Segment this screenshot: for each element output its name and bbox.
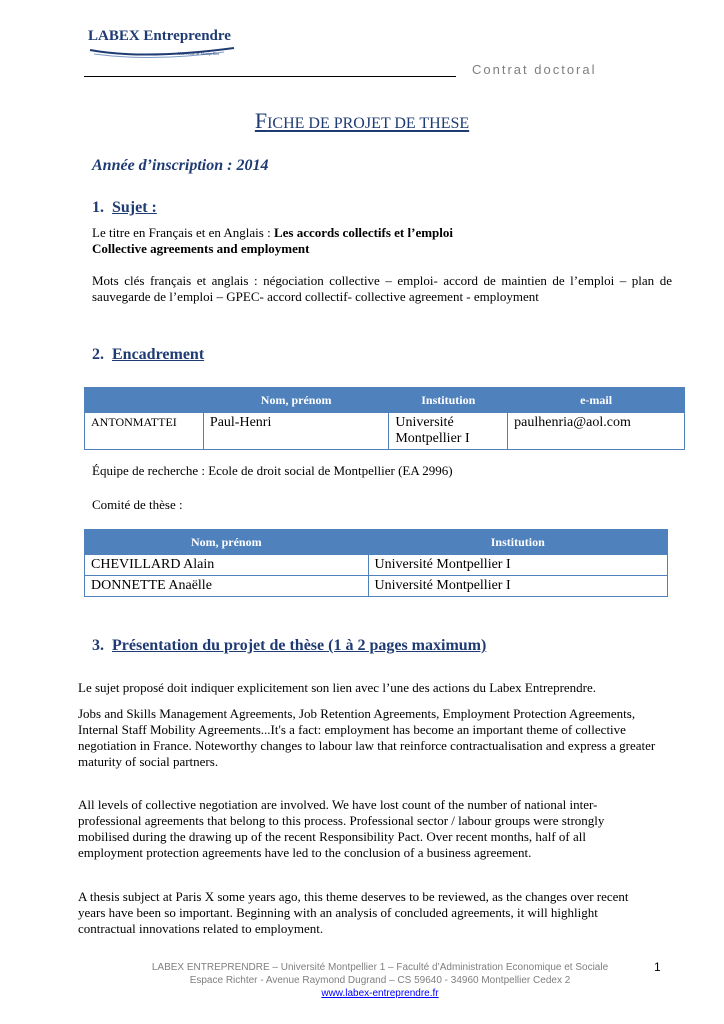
table-header-cell [85, 388, 204, 413]
section-3-number: 3. [92, 637, 104, 654]
table-header-cell: Institution [389, 388, 508, 413]
table-cell: paulhenria@aol.com [508, 413, 685, 450]
header-rule [84, 76, 456, 77]
page-number: 1 [654, 960, 661, 974]
table-cell: Paul-Henri [203, 413, 388, 450]
table-cell: Université Montpellier I [368, 576, 667, 597]
title-fr: Les accords collectifs et l’emploi [273, 225, 454, 240]
committee-table [84, 529, 668, 597]
table-header-row [85, 530, 668, 555]
logo-title: LABEX Entreprendre [88, 28, 231, 44]
table-cell: CHEVILLARD Alain [85, 555, 369, 576]
paragraph-intro: Le sujet proposé doit indiquer explicitement son lien avec l’une des actions du Labex Entreprendre. [78, 680, 597, 695]
table-row [85, 413, 685, 450]
footer [0, 961, 724, 1000]
section-2-title: Encadrement [112, 346, 205, 363]
section-3-heading [92, 637, 486, 655]
footer-link[interactable]: www.labex-entreprendre.fr [321, 988, 439, 999]
committee-label: Comité de thèse : [92, 497, 183, 512]
paragraph-1: Jobs and Skills Management Agreements, Job Retention Agreements, Employment Protection Agreements, Internal Staff Mobility Agreements...It's a fact: employment has become an important theme of collective negotiation in France. Noteworthy changes to labour law that reinforce contractualisation and express a greater maturity of social partners. [78, 706, 656, 769]
title-first-letter: F [254, 108, 268, 133]
table-cell: DONNETTE Anaëlle [85, 576, 369, 597]
title-en: Collective agreements and employment [92, 241, 310, 256]
header-label: Contrat doctoral [472, 62, 597, 77]
title-rest: ICHE DE PROJET DE THESE [267, 115, 470, 132]
table-header-cell: e-mail [508, 388, 685, 413]
table-cell: Université Montpellier I [368, 555, 667, 576]
table-row [85, 555, 668, 576]
table-cell: ANTONMATTEI [85, 413, 204, 450]
supervision-table [84, 387, 685, 450]
table-header-cell: Nom, prénom [85, 530, 369, 555]
enrollment-year: Année d’inscription : 2014 [92, 157, 269, 174]
thesis-title-block [92, 225, 682, 257]
footer-line-1: LABEX ENTREPRENDRE – Université Montpellier 1 – Faculté d’Administration Economique et Sociale [151, 962, 609, 973]
title-prefix: Le titre en Français et en Anglais : [92, 225, 274, 240]
research-team: Équipe de recherche : Ecole de droit social de Montpellier (EA 2996) [92, 463, 453, 478]
labex-logo [84, 24, 244, 64]
keywords: Mots clés français et anglais : négociation collective – emploi- accord de maintien de l’emploi – plan de sauvegarde de l’emploi – GPEC- accord collectif- collective agreement - employment [92, 273, 672, 304]
table-header-row [85, 388, 685, 413]
section-2-number: 2. [92, 346, 104, 363]
logo-subtitle: Université de Montpellier [178, 51, 220, 56]
page-title [0, 108, 724, 134]
section-1-title: Sujet : [112, 199, 157, 216]
section-2-heading [92, 346, 204, 364]
table-header-cell: Institution [368, 530, 667, 555]
table-row [85, 576, 668, 597]
table-cell: Université Montpellier I [389, 413, 508, 450]
paragraph-2: All levels of collective negotiation are involved. We have lost count of the number of national inter-professional agreements that belong to this process. Professional sector / labour groups were strongly mobilised during the drawing up of the recent Responsibility Pact. Over recent months, half of all employment protection agreements have led to the conclusion of a business agreement. [78, 797, 605, 860]
section-1-number: 1. [92, 199, 104, 216]
paragraph-3: A thesis subject at Paris X some years ago, this theme deserves to be reviewed, as the changes over recent years have been so important. Beginning with an analysis of concluded agreements, it will highlight contractual innovations related to employment. [78, 889, 629, 936]
section-1-heading [92, 199, 157, 217]
table-header-cell: Nom, prénom [203, 388, 388, 413]
footer-line-2: Espace Richter - Avenue Raymond Dugrand – CS 59640 - 34960 Montpellier Cedex 2 [189, 975, 571, 986]
section-3-title: Présentation du projet de thèse (1 à 2 pages maximum) [112, 637, 487, 654]
